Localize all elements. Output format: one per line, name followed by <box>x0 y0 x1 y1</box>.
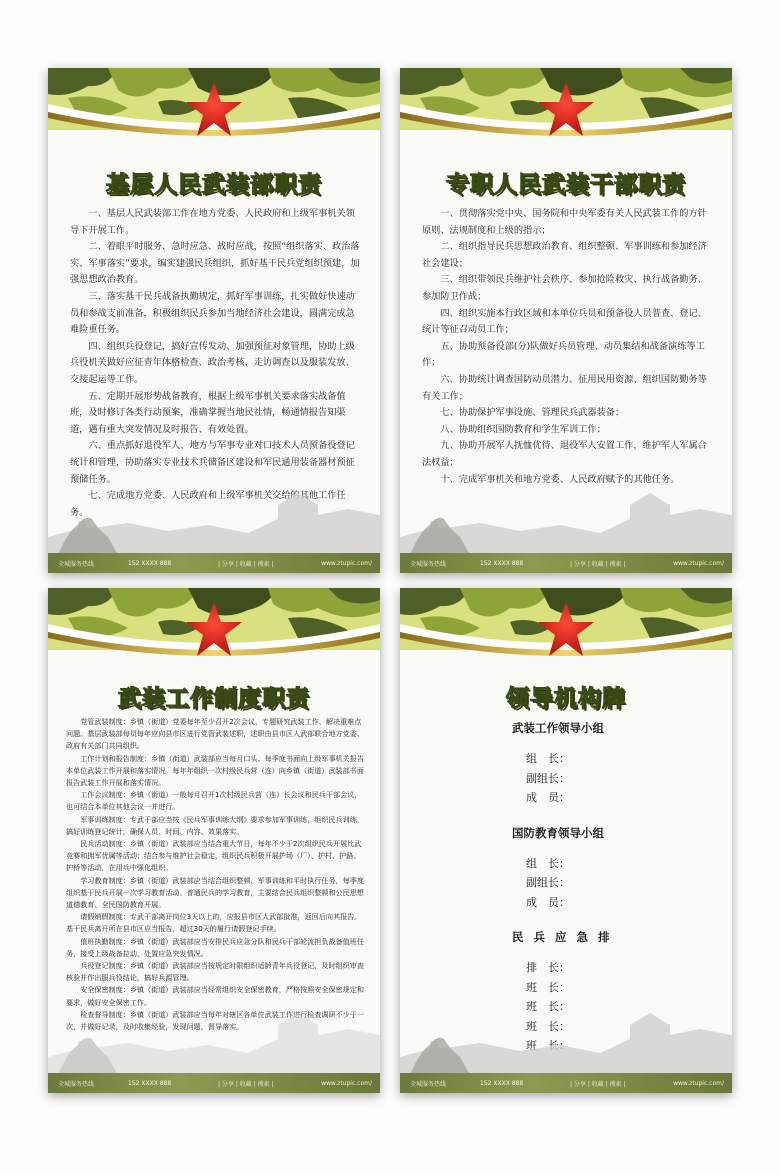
role-row: 组 长： <box>526 856 570 870</box>
footer-url: www.ztupic.com/ <box>673 559 724 567</box>
great-wall-silhouette <box>400 1005 732 1075</box>
system-item: 军事训练制度：专武干部应当按《民兵军事训练大纲》要求参加军事训练，组织民兵训练，搞好训练登记统计，确保人员、时间、内容、效果落实。 <box>66 814 364 836</box>
hotline-label: 全城服务热线 <box>410 1080 447 1088</box>
phone-number: 152 XXXX 888 <box>128 559 172 567</box>
system-item: 工作会议制度：乡镇（街道）一般每月召开1次村级民兵营（连）长会议和民兵干部会议，也可结合本单位其他会议一并进行。 <box>66 790 362 812</box>
duty-item: 五、协助预备役部(分)队做好兵员管理、动员集结和战备演练等工作； <box>422 340 705 369</box>
role-row: 组 长： <box>526 752 570 765</box>
role-row: 排 长： <box>526 961 570 974</box>
duty-item: 八、协助组织国防教育和学生军训工作； <box>440 423 606 435</box>
duty-item: 二、着眼平时服务、急时应急、战时应战，按照“组织落实、政治落实、军事落实”要求，编实建强民兵组织，抓好基干民兵党组织预建，加强思想政治教育。 <box>70 241 360 286</box>
great-wall-silhouette <box>400 485 732 555</box>
system-item: 检查督导制度：乡镇（街道）武装部应当每年对辖区各单位武装工作进行检查调研不少于一次，并做好记录，及时收集经验，发现问题，督导落实。 <box>66 1009 364 1032</box>
duties-list <box>422 206 712 488</box>
role-row: 成 员： <box>526 895 570 909</box>
system-item: 值班执勤制度：乡镇（街道）武装部应当安排民兵应急分队和民兵干部轮流担负战备值班任务，接受上级战备拉动，处置应急突发情况。 <box>66 936 364 958</box>
role-row: 副组长： <box>526 771 570 785</box>
board-title: 武装工作制度职责 <box>118 685 310 712</box>
phone-number: 152 XXXX 888 <box>128 1079 172 1087</box>
system-item: 民兵活动制度：乡镇（街道）武装部应当结合重大节日，每年不少于2次组织民兵开展比武竞赛和拥军优属等活动；结合参与维护社会稳定，组织民兵积极开展护场（厂）、护村、护路、护桥等活动，在用兵中强化组织。 <box>66 839 362 873</box>
role-row: 副组长： <box>526 876 570 889</box>
system-item: 请假销假制度：专武干部离开岗位3天以上的，应报县市区人武部批准，返回后向其报告。基干民兵离开所在县市区应当报告，超过30天的履行请假登记手续。 <box>66 912 362 934</box>
red-star-icon <box>184 600 244 658</box>
phone-number: 152 XXXX 888 <box>480 559 524 567</box>
footer-bar <box>48 1073 380 1093</box>
duty-item: 一、基层人民武装部工作在地方党委、人民政府和上级军事机关领导下开展工作。 <box>70 208 355 236</box>
duty-item: 三、落实基干民兵战备执勤规定，抓好军事训练，扎实做好快速动员和参战支前准备，积极组织民兵参加当地经济社会建设，圆满完成急难险重任务。 <box>70 290 355 336</box>
duty-item: 七、完成地方党委、人民政府和上级军事机关交给的其他工作任务。 <box>70 490 346 518</box>
footer-url: www.ztupic.com/ <box>321 1079 372 1087</box>
board-title: 专职人民武装干部职责 <box>446 171 686 198</box>
role-row: 班 长： <box>526 1000 570 1013</box>
red-star-icon <box>536 600 596 658</box>
hotline-label: 全城服务热线 <box>58 560 95 568</box>
board-fulltime-cadre-duties <box>400 68 732 573</box>
footer-url: www.ztupic.com/ <box>321 559 372 567</box>
hotline-label: 全城服务热线 <box>410 560 447 568</box>
group-name: 民兵应急排 <box>512 930 620 944</box>
board-work-system-duties <box>48 588 380 1093</box>
duty-item: 二、组织指导民兵思想政治教育、组织整顿、军事训练和参加经济社会建设； <box>422 241 707 269</box>
footer-links: | 分享 | 收藏 | 搜索 | <box>570 560 626 568</box>
spacer <box>512 913 712 929</box>
system-item: 党管武装制度：乡镇（街道）党委每年至少召开2次会议，专题研究武装工作、解决重难点问题。基层武装部每员每年应向县市区进行党管武装述职，述职由县市区人武部联合地方党委、政府有关部门共同组织。 <box>66 717 364 751</box>
group-name: 国防教育领导小组 <box>512 825 604 840</box>
duty-item: 三、组织带领民兵维护社会秩序、参加抢险救灾、执行战备勤务、参加防卫作战； <box>422 274 707 302</box>
duty-item: 五、定期开展形势战备教育，根据上级军事机关要求落实战备值班，及时修订各类行动预案，准确掌握当地民社情，畅通情报告知渠道，遇有重大突发情况及时报告、有效处置。 <box>70 390 346 435</box>
board-leadership <box>400 588 732 1093</box>
system-item: 兵役登记制度：乡镇（街道）武装部应当按规定时限组织适龄青年兵役登记，及时组织审查核验并作出服兵役结论，搞好兵源管理。 <box>66 961 364 983</box>
red-star-icon <box>536 80 596 138</box>
duty-item: 六、协助统计调查国防动员潜力、征用民用资源、组织国防勤务等有关工作； <box>422 373 707 402</box>
board-title: 领导机构牌 <box>506 685 626 712</box>
footer-links: | 分享 | 收藏 | 搜索 | <box>570 1080 626 1088</box>
phone-number: 152 XXXX 888 <box>480 1079 524 1087</box>
red-star-icon <box>184 80 244 138</box>
role-row: 班 长： <box>526 980 570 994</box>
footer-bar <box>400 553 732 573</box>
duty-item: 六、重点抓好退役军人、地方与军事专业对口技术人员预备役登记统计和管理，协助落实专业技术兵储备区建设和军民通用装备器材预征预储任务。 <box>70 440 355 485</box>
system-item: 学习教育制度：乡镇（街道）武装部应当结合组织整顿、军事训练和平时执行任务，每季度组织基干民兵开展一次学习教育活动。普通民兵的学习教育，主要结合民兵组织整顿和公民思想道德教育、全民国防教育开展。 <box>66 875 364 910</box>
duty-item: 四、组织兵役登记，搞好宣传发动、加强预征对象管理，协助上级兵役机关做好应征青年体格检查、政治考核、走访调查以及服装发放、交接起运等工作。 <box>70 340 355 385</box>
duty-item: 一、贯彻落实党中央、国务院和中央军委有关人民武装工作的方针原则、法规制度和上级的指示； <box>422 208 707 236</box>
system-item: 安全保密制度：乡镇（街道）武装部应当经常组织安全保密教育，严格按照安全保密规定和要求，做好安全保密工作。 <box>66 985 364 1007</box>
board-grassroots-duties <box>48 68 380 573</box>
system-item: 工作计划和报告制度：乡镇（街道）武装部应当每月口头、每季度书面向上级军事机关报告本单位武装工作开展和落实情况。每年年组织一次村级民兵营（连）向乡镇（街道）武装部书面报告武装工作开展和落实情况。 <box>66 753 364 788</box>
role-row: 班 长： <box>526 1039 570 1052</box>
footer-url: www.ztupic.com/ <box>673 1079 724 1087</box>
duty-item: 十、完成军事机关和地方党委、人民政府赋予的其他任务。 <box>440 473 680 485</box>
duty-item: 七、协助保护军事设施、管理民兵武器装备； <box>440 407 625 419</box>
systems-list <box>66 716 364 1033</box>
role-row: 成 员： <box>526 791 570 804</box>
duties-list <box>70 206 360 521</box>
great-wall-silhouette <box>48 485 380 555</box>
footer-links: | 分享 | 收藏 | 搜索 | <box>218 1080 274 1088</box>
duty-item: 九、协助开展军人抚恤优待、退役军人安置工作，维护军人军属合法权益； <box>422 440 707 468</box>
great-wall-silhouette <box>48 1005 380 1075</box>
footer-bar <box>48 553 380 573</box>
board-title: 基层人民武装部职责 <box>106 171 322 198</box>
group-name: 武装工作领导小组 <box>512 721 604 735</box>
duty-item: 四、组织实施本行政区域和本单位兵员和预备役人员普查、登记、统计等征召动员工作； <box>422 307 707 336</box>
role-row: 班 长： <box>526 1019 570 1033</box>
footer-bar <box>400 1073 732 1093</box>
footer-links: | 分享 | 收藏 | 搜索 | <box>218 560 274 568</box>
hotline-label: 全城服务热线 <box>58 1080 95 1088</box>
spacer <box>512 809 712 825</box>
